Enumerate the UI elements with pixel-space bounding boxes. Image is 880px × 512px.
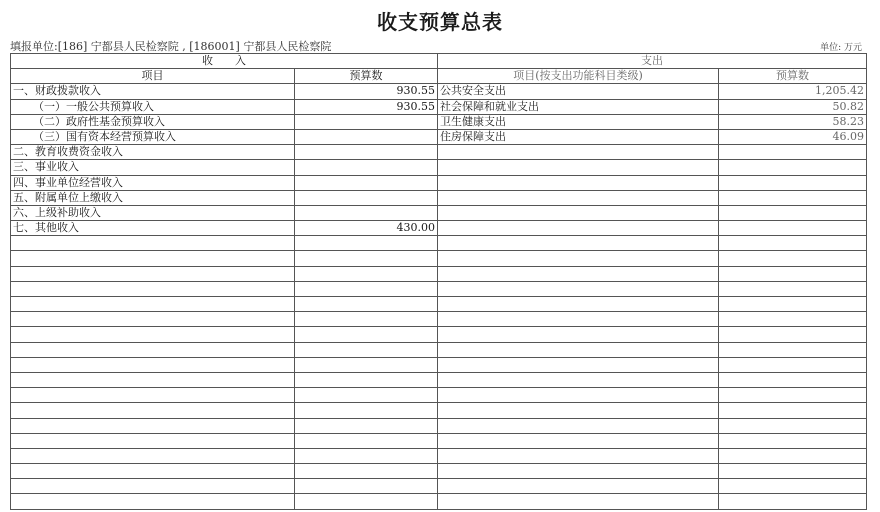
income-budget-cell xyxy=(295,190,438,205)
empty-cell xyxy=(719,388,867,403)
empty-cell xyxy=(438,494,719,509)
table-row xyxy=(11,129,867,144)
empty-cell xyxy=(719,403,867,418)
expense-budget-cell xyxy=(719,175,867,190)
empty-cell xyxy=(438,266,719,281)
empty-row xyxy=(11,342,867,357)
expense-budget-cell xyxy=(719,205,867,220)
income-item-cell: 五、附属单位上缴收入 xyxy=(11,190,295,205)
expense-item-cell xyxy=(438,205,719,220)
income-item-cell: 四、事业单位经营收入 xyxy=(11,175,295,190)
empty-cell xyxy=(295,433,438,448)
empty-cell xyxy=(438,342,719,357)
empty-cell xyxy=(719,251,867,266)
empty-cell xyxy=(438,464,719,479)
table-row xyxy=(11,84,867,99)
empty-cell xyxy=(11,236,295,251)
expense-budget-cell xyxy=(719,160,867,175)
income-item-cell: 二、教育收费资金收入 xyxy=(11,145,295,160)
header-row-2 xyxy=(11,69,867,84)
empty-row xyxy=(11,327,867,342)
income-item-cell: 一、财政拨款收入 xyxy=(11,84,295,99)
expense-budget-header: 预算数 xyxy=(719,69,867,84)
empty-cell xyxy=(438,479,719,494)
empty-cell xyxy=(295,327,438,342)
expense-item-cell: 卫生健康支出 xyxy=(438,114,719,129)
expense-budget-cell: 46.09 xyxy=(719,129,867,144)
empty-cell xyxy=(11,479,295,494)
empty-cell xyxy=(438,312,719,327)
empty-cell xyxy=(11,357,295,372)
income-item-cell: 三、事业收入 xyxy=(11,160,295,175)
empty-row xyxy=(11,388,867,403)
empty-cell xyxy=(438,297,719,312)
income-budget-cell xyxy=(295,129,438,144)
table-row xyxy=(11,145,867,160)
empty-cell xyxy=(11,327,295,342)
income-item-header: 项目 xyxy=(11,69,295,84)
empty-cell xyxy=(438,418,719,433)
empty-row xyxy=(11,251,867,266)
header-row-1 xyxy=(11,54,867,69)
table-row xyxy=(11,221,867,236)
empty-row xyxy=(11,464,867,479)
empty-cell xyxy=(438,403,719,418)
empty-row xyxy=(11,403,867,418)
income-item-cell: （二）政府性基金预算收入 xyxy=(11,114,295,129)
expense-header: 支出 xyxy=(438,54,867,69)
empty-row xyxy=(11,433,867,448)
income-budget-cell xyxy=(295,175,438,190)
income-item-cell: 七、其他收入 xyxy=(11,221,295,236)
empty-cell xyxy=(295,448,438,463)
empty-cell xyxy=(719,327,867,342)
table-row xyxy=(11,205,867,220)
expense-item-cell: 公共安全支出 xyxy=(438,84,719,99)
empty-cell xyxy=(11,494,295,509)
empty-cell xyxy=(295,372,438,387)
empty-cell xyxy=(11,403,295,418)
table-row xyxy=(11,99,867,114)
expense-item-cell xyxy=(438,145,719,160)
income-budget-cell: 430.00 xyxy=(295,221,438,236)
empty-cell xyxy=(295,236,438,251)
empty-row xyxy=(11,418,867,433)
empty-row xyxy=(11,357,867,372)
table-row xyxy=(11,160,867,175)
empty-cell xyxy=(11,372,295,387)
empty-cell xyxy=(11,464,295,479)
empty-cell xyxy=(438,433,719,448)
empty-cell xyxy=(438,281,719,296)
empty-cell xyxy=(719,266,867,281)
income-budget-cell xyxy=(295,205,438,220)
expense-item-cell: 社会保障和就业支出 xyxy=(438,99,719,114)
empty-cell xyxy=(295,251,438,266)
empty-cell xyxy=(438,236,719,251)
table-row xyxy=(11,175,867,190)
empty-row xyxy=(11,448,867,463)
empty-row xyxy=(11,479,867,494)
expense-item-cell: 住房保障支出 xyxy=(438,129,719,144)
empty-row xyxy=(11,281,867,296)
empty-cell xyxy=(295,342,438,357)
income-budget-cell xyxy=(295,145,438,160)
empty-cell xyxy=(719,372,867,387)
empty-cell xyxy=(295,388,438,403)
empty-cell xyxy=(11,342,295,357)
unit-label: 单位: 万元 xyxy=(820,43,862,53)
empty-cell xyxy=(11,448,295,463)
empty-cell xyxy=(11,251,295,266)
income-budget-cell xyxy=(295,114,438,129)
income-budget-header: 预算数 xyxy=(295,69,438,84)
budget-table xyxy=(10,53,867,510)
income-item-cell: 六、上级补助收入 xyxy=(11,205,295,220)
expense-item-cell xyxy=(438,190,719,205)
empty-cell xyxy=(11,418,295,433)
income-header: 收 入 xyxy=(11,54,438,69)
expense-item-cell xyxy=(438,175,719,190)
empty-cell xyxy=(719,342,867,357)
empty-cell xyxy=(438,372,719,387)
empty-cell xyxy=(295,464,438,479)
empty-cell xyxy=(438,251,719,266)
expense-item-cell xyxy=(438,160,719,175)
empty-cell xyxy=(295,357,438,372)
expense-item-cell xyxy=(438,221,719,236)
empty-cell xyxy=(438,357,719,372)
table-row xyxy=(11,114,867,129)
empty-row xyxy=(11,312,867,327)
empty-cell xyxy=(719,479,867,494)
table-row xyxy=(11,190,867,205)
empty-row xyxy=(11,266,867,281)
empty-cell xyxy=(719,433,867,448)
expense-budget-cell: 1,205.42 xyxy=(719,84,867,99)
expense-budget-cell xyxy=(719,145,867,160)
empty-row xyxy=(11,297,867,312)
empty-cell xyxy=(11,281,295,296)
expense-budget-cell: 58.23 xyxy=(719,114,867,129)
expense-budget-cell: 50.82 xyxy=(719,99,867,114)
empty-cell xyxy=(719,236,867,251)
empty-cell xyxy=(719,448,867,463)
expense-budget-cell xyxy=(719,221,867,236)
empty-cell xyxy=(295,281,438,296)
empty-cell xyxy=(719,297,867,312)
empty-cell xyxy=(295,494,438,509)
income-item-cell: （三）国有资本经营预算收入 xyxy=(11,129,295,144)
empty-cell xyxy=(438,448,719,463)
empty-cell xyxy=(11,312,295,327)
empty-cell xyxy=(11,297,295,312)
empty-cell xyxy=(719,312,867,327)
income-budget-cell: 930.55 xyxy=(295,99,438,114)
income-budget-cell: 930.55 xyxy=(295,84,438,99)
income-budget-cell xyxy=(295,160,438,175)
empty-cell xyxy=(295,418,438,433)
empty-cell xyxy=(11,266,295,281)
page-title: 收支预算总表 xyxy=(377,10,503,34)
empty-row xyxy=(11,372,867,387)
empty-cell xyxy=(295,297,438,312)
empty-cell xyxy=(295,403,438,418)
fill-unit-label: 填报单位:[186] 宁都县人民检察院 , [186001] 宁都县人民检察院 xyxy=(10,40,332,53)
empty-cell xyxy=(719,281,867,296)
empty-cell xyxy=(11,388,295,403)
expense-budget-cell xyxy=(719,190,867,205)
empty-cell xyxy=(295,266,438,281)
empty-cell xyxy=(438,388,719,403)
income-item-cell: （一）一般公共预算收入 xyxy=(11,99,295,114)
empty-cell xyxy=(719,357,867,372)
empty-cell xyxy=(719,418,867,433)
empty-cell xyxy=(438,327,719,342)
empty-cell xyxy=(295,479,438,494)
empty-row xyxy=(11,236,867,251)
empty-cell xyxy=(295,312,438,327)
empty-cell xyxy=(719,464,867,479)
expense-item-header: 项目(按支出功能科目类级) xyxy=(438,69,719,84)
empty-cell xyxy=(11,433,295,448)
empty-row xyxy=(11,494,867,509)
empty-cell xyxy=(719,494,867,509)
